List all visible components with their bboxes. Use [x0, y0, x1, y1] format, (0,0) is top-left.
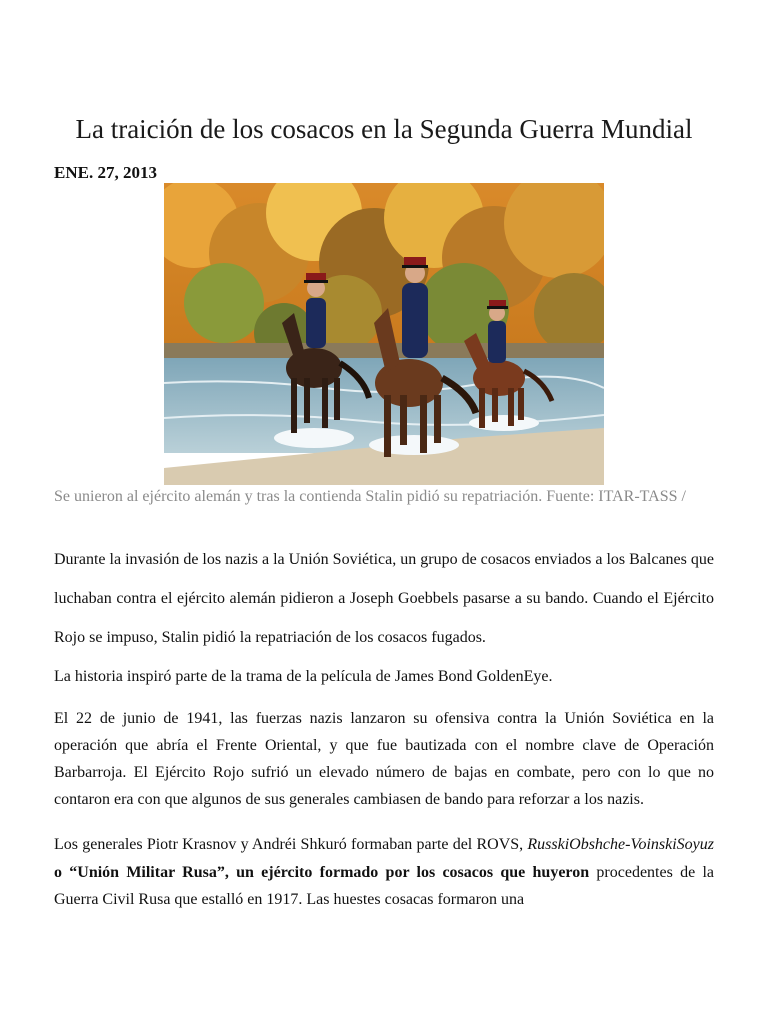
- cossack-riders-illustration: [164, 183, 604, 485]
- paragraph-3: [54, 831, 714, 914]
- article-date: ENE. 27, 2013: [54, 163, 157, 182]
- paragraph-1: [54, 540, 714, 696]
- article-photo: [164, 183, 604, 485]
- paragraph-3-bold: o “Unión Militar Rusa”, un ejército formado por los cosacos que huyeron: [54, 863, 590, 881]
- paragraph-3-intro: Los generales Piotr Krasnov y Andréi Shkuró formaban parte del ROVS,: [54, 836, 528, 853]
- article-title: La traición de los cosacos en la Segunda Guerra Mundial: [75, 114, 693, 144]
- paragraph-1-main: Durante la invasión de los nazis a la Unión Soviética, un grupo de cosacos enviados a los Balcanes que luchaban contra el ejército alemán pidieron a Joseph Goebbels pasarse a su bando. Cuando el Ejército Rojo se impuso, Stalin pidió la repatriación de los cosacos fugados.: [54, 551, 714, 646]
- paragraph-3-continuation: procedentes de la Guerra Civil Rusa que estalló en 1917. Las huestes cosacas formaron una: [54, 863, 714, 908]
- photo-caption: Se unieron al ejército alemán y tras la contienda Stalin pidió su repatriación. Fuente: ITAR-TASS /: [54, 488, 686, 505]
- paragraph-2: El 22 de junio de 1941, las fuerzas nazis lanzaron su ofensiva contra la Unión Soviética en la operación que abría el Frente Oriental, y que fue bautizada con el nombre clave de Operación Barbarroja. El Ejército Rojo sufrió un elevado número de bajas en combate, pero con lo que no contaron era con que algunos de sus generales cambiasen de bando para reforzar a los nazis.: [54, 710, 714, 808]
- paragraph-3-italic: RusskiObshche-VoinskiSoyuz: [527, 836, 714, 853]
- paragraph-1-last: La historia inspiró parte de la trama de la película de James Bond GoldenEye.: [54, 668, 553, 685]
